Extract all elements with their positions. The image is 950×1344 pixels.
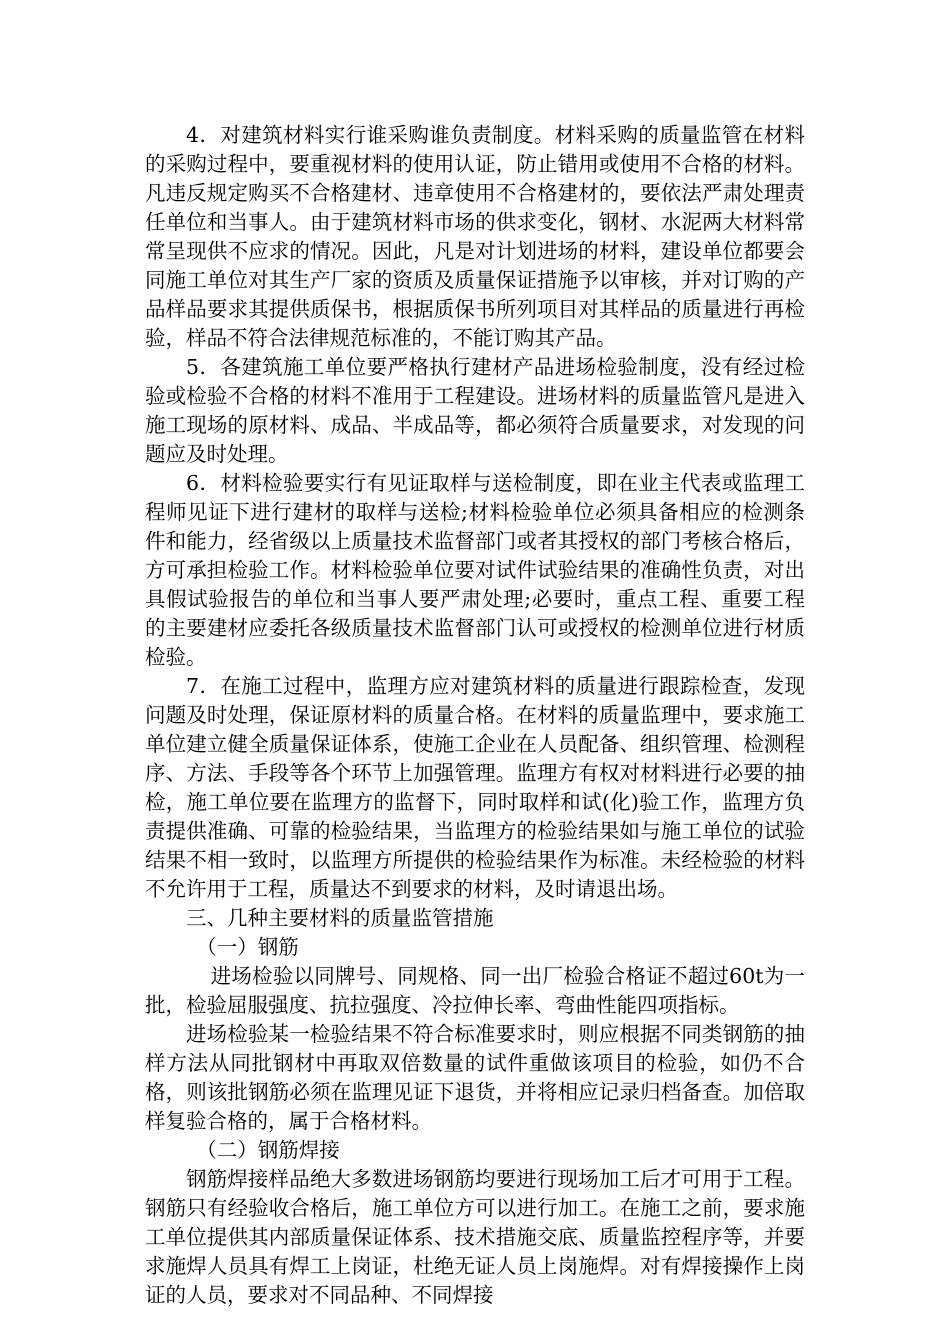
subsection-heading-welding: （二）钢筋焊接 (196, 1138, 340, 1162)
paragraph-item-7: 7．在施工过程中，监理方应对建筑材料的质量进行跟踪检查，发现问题及时处理，保证原材料的质量合格。在材料的质量监理中，要求施工单位建立健全质量保证体系，使施工企业在人员配备、组织管理、检测程序、方法、手段等各个环节上加强管理。监理方有权对材料进行必要的抽检，施工单位要在监理方的监督下，同时取样和试(化)验工作，监理方负责提供准确、可靠的检验结果，当监理方的检验结果如与施工单位的试验结果不相一致时，以监理方所提供的检验结果作为标准。未经检验的材料不允许用于工程，质量达不到要求的材料，及时请退出场。 (145, 674, 805, 901)
document-body (145, 121, 805, 1310)
paragraph-rebar-retest: 进场检验某一检验结果不符合标准要求时，则应根据不同类钢筋的抽样方法从同批钢材中再取双倍数量的试件重做该项目的检验，如仍不合格，则该批钢筋必须在监理见证下退货，并将相应记录归档备查。加倍取样复验合格的，属于合格材料。 (145, 1022, 805, 1133)
section-heading: 三、几种主要材料的质量监管措施 (186, 906, 494, 930)
subsection-heading-rebar: （一）钢筋 (196, 935, 299, 959)
paragraph-rebar-inspection: 进场检验以同牌号、同规格、同一出厂检验合格证不超过60t为一批，检验屈服强度、抗拉强度、冷拉伸长率、弯曲性能四项指标。 (145, 964, 805, 1017)
paragraph-item-5: 5．各建筑施工单位要严格执行建材产品进场检验制度，没有经过检验或检验不合格的材料不准用于工程建设。进场材料的质量监管凡是进入施工现场的原材料、成品、半成品等，都必须符合质量要求，对发现的问题应及时处理。 (145, 355, 805, 466)
paragraph-item-6: 6．材料检验要实行有见证取样与送检制度，即在业主代表或监理工程师见证下进行建材的取样与送检;材料检验单位必须具备相应的检测条件和能力，经省级以上质量技术监督部门或者其授权的部门考核合格后，方可承担检验工作。材料检验单位要对试件试验结果的准确性负责，对出具假试验报告的单位和当事人要严肃处理;必要时，重点工程、重要工程的主要建材应委托各级质量技术监督部门认可或授权的检测单位进行材质检验。 (145, 471, 805, 669)
paragraph-item-4: 4．对建筑材料实行谁采购谁负责制度。材料采购的质量监管在材料的采购过程中，要重视材料的使用认证，防止错用或使用不合格的材料。凡违反规定购买不合格建材、违章使用不合格建材的，要依法严肃处理责任单位和当事人。由于建筑材料市场的供求变化，钢材、水泥两大材料常常呈现供不应求的情况。因此，凡是对计划进场的材料，建设单位都要会同施工单位对其生产厂家的资质及质量保证措施予以审核，并对订购的产品样品要求其提供质保书，根据质保书所列项目对其样品的质量进行再检验，样品不符合法律规范标准的，不能订购其产品。 (145, 123, 805, 350)
paragraph-welding: 钢筋焊接样品绝大多数进场钢筋均要进行现场加工后才可用于工程。钢筋只有经验收合格后，施工单位方可以进行加工。在施工之前，要求施工单位提供其内部质量保证体系、技术措施交底、质量监控程序等，并要求施焊人员具有焊工上岗证，杜绝无证人员上岗施焊。对有焊接操作上岗证的人员，要求对不同品种、不同焊接 (145, 1167, 805, 1307)
